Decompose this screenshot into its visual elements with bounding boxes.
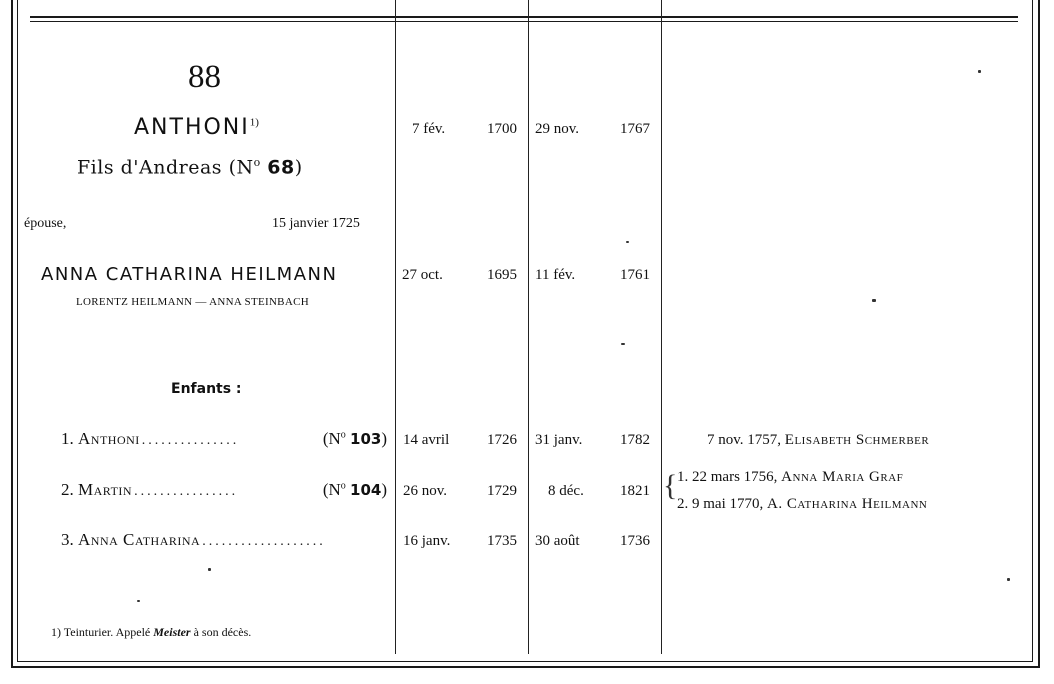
scan-speck <box>137 600 140 602</box>
child-ref: ($N^o$ 103) <box>322 429 387 448</box>
child-1-marriage-date: 7 nov. 1757, <box>707 432 782 448</box>
spouse-birth-day: 27 oct. <box>402 267 443 283</box>
header-rule-bottom <box>30 21 1018 22</box>
child-1-birth-year: 1726 <box>487 432 517 448</box>
child-name: Anthoni <box>78 429 140 448</box>
child-ref: ($N^o$ 104) <box>322 480 387 499</box>
child-row-3 <box>61 531 387 549</box>
person-birth-year: 1700 <box>487 121 517 137</box>
scan-speck <box>208 568 211 571</box>
child-3-death-day: 30 août <box>535 533 580 549</box>
child-1-marriage <box>707 433 929 448</box>
person-name-text: ANTHONI <box>134 115 250 140</box>
person-name <box>134 117 259 139</box>
leader-dots: ................... <box>202 535 326 549</box>
scan-speck <box>621 343 625 345</box>
child-2-marriage-1 <box>677 470 903 485</box>
fils-o: o <box>253 156 261 169</box>
child-1-marriage-spouse: Elisabeth Schmerber <box>784 432 930 448</box>
header-rule-top <box>30 16 1018 18</box>
child-index: 1. <box>61 429 74 448</box>
child-name: Martin <box>78 480 133 499</box>
column-divider-2 <box>528 0 529 654</box>
scan-speck <box>626 241 629 243</box>
fils-label: Fils d'Andreas (N <box>77 156 254 179</box>
children-heading: Enfants : <box>171 381 242 397</box>
frame-bottom-inner <box>17 661 1033 662</box>
spouse-parents: LORENTZ HEILMANN — ANNA STEINBACH <box>76 296 309 308</box>
child-3-birth-year: 1735 <box>487 533 517 549</box>
child-name: Anna Catharina <box>78 530 201 549</box>
child-2-birth-year: 1729 <box>487 483 517 499</box>
fils-close: ) <box>294 156 303 179</box>
child-2-marriage-2-spouse: A. Catharina Heilmann <box>767 496 928 512</box>
child-3-birth-day: 16 janv. <box>403 533 451 549</box>
child-2-marriage-2 <box>677 497 927 512</box>
child-1-birth-day: 14 avril <box>403 432 450 448</box>
child-index: 3. <box>61 530 74 549</box>
child-2-marriage-1-date: 1. 22 mars 1756, <box>677 469 778 485</box>
leader-dots: ............... <box>141 434 240 448</box>
scan-speck <box>1007 578 1010 581</box>
spouse-name: ANNA CATHARINA HEILMANN <box>41 264 338 285</box>
child-3-death-year: 1736 <box>620 533 650 549</box>
footnote-mark: 1) <box>249 116 259 129</box>
spouse-birth-year: 1695 <box>487 267 517 283</box>
spouse-death-year: 1761 <box>620 267 650 283</box>
child-1-death-year: 1782 <box>620 432 650 448</box>
child-row-2 <box>61 481 387 499</box>
frame-right-inner <box>1032 0 1033 662</box>
frame-bottom-outer <box>11 666 1040 668</box>
fils-ref: 68 <box>267 156 295 179</box>
child-2-death-year: 1821 <box>620 483 650 499</box>
frame-left-inner <box>17 0 18 662</box>
marriage-label: épouse, <box>24 216 67 231</box>
leader-dots: ................ <box>134 485 239 499</box>
column-divider-1 <box>395 0 396 654</box>
marriages-brace: { <box>663 469 678 502</box>
child-1-death-day: 31 janv. <box>535 432 583 448</box>
person-death-year: 1767 <box>620 121 650 137</box>
spouse-death-day: 11 fév. <box>535 267 576 283</box>
child-row-1 <box>61 430 387 448</box>
person-birth-day: 7 fév. <box>412 121 446 137</box>
marriage-date: 15 janvier 1725 <box>272 216 360 231</box>
scan-speck <box>872 299 876 302</box>
entry-number: 88 <box>188 59 221 95</box>
child-2-birth-day: 26 nov. <box>403 483 448 499</box>
footnote-italic: Meister <box>153 625 191 639</box>
footnote <box>51 626 251 638</box>
person-death-day: 29 nov. <box>535 121 580 137</box>
person-parentage <box>77 157 303 177</box>
footnote-text-after: à son décès. <box>190 625 252 639</box>
frame-left-outer <box>11 0 13 668</box>
child-2-marriage-1-spouse: Anna Maria Graf <box>781 469 904 485</box>
child-2-death-day: 8 déc. <box>548 483 584 499</box>
footnote-text-before: 1) Teinturier. Appelé <box>51 625 154 639</box>
child-index: 2. <box>61 480 74 499</box>
column-divider-3 <box>661 0 662 654</box>
scan-speck <box>978 70 981 73</box>
frame-right-outer <box>1038 0 1040 668</box>
child-2-marriage-2-date: 2. 9 mai 1770, <box>677 496 764 512</box>
